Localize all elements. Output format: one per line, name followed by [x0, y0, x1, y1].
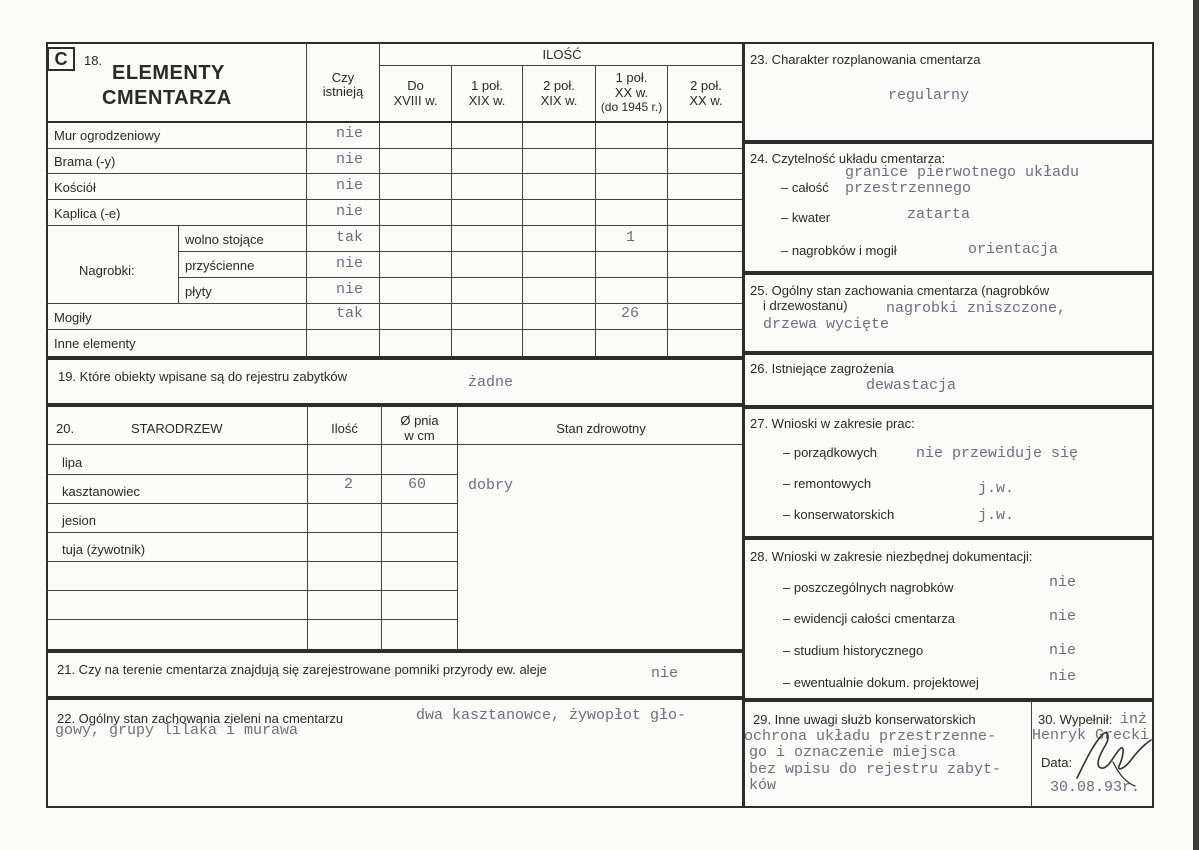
- tree-health: dobry: [468, 477, 514, 494]
- section-22-value-line1: dwa kasztanowce, żywopłot gło-: [416, 707, 687, 724]
- row-label-kaplica: Kaplica (-e): [54, 206, 121, 221]
- section-22-value-line2: gowy, grupy lilaka i murawa: [55, 722, 299, 739]
- section-18-number: 18.: [84, 53, 103, 68]
- section-30-date-label: Data:: [1041, 755, 1073, 770]
- section-23-label: 23. Charakter rozplanowania cmentarza: [750, 52, 981, 67]
- period-header: XVIII w.: [393, 93, 438, 108]
- trees-col-health: Stan zdrowotny: [556, 421, 646, 436]
- section-28-label: 28. Wnioski w zakresie niezbędnej dokumentacji:: [750, 549, 1033, 564]
- section-30-date-value: 30.08.93r.: [1050, 779, 1141, 796]
- section-28-item-label: – ewentualnie dokum. projektowej: [783, 675, 979, 690]
- period-header: 1 poł.: [471, 78, 503, 93]
- tree-name: kasztanowiec: [62, 484, 141, 499]
- section-26-label: 26. Istniejące zagrożenia: [750, 361, 894, 376]
- trees-col-diameter-1: Ø pnia: [400, 413, 439, 428]
- section-30-name-1: inż: [1120, 711, 1148, 728]
- section-28-item-value: nie: [1049, 668, 1077, 685]
- section-24-kwater-value: zatarta: [907, 206, 971, 223]
- tree-name: lipa: [62, 455, 83, 470]
- exists-header-line1: Czy: [331, 70, 355, 85]
- value-wolno-count: 1: [626, 229, 636, 246]
- section-28-item-label: – poszczególnych nagrobków: [783, 580, 954, 595]
- section-27-porz-value: nie przewiduje się: [916, 445, 1079, 462]
- trees-col-diameter-2: w cm: [404, 428, 435, 443]
- section-24-nagrobkow-value: orientacja: [968, 241, 1059, 258]
- section-21-value: nie: [651, 665, 679, 682]
- value-mogily-count: 26: [621, 305, 640, 322]
- section-27-kons-value: j.w.: [978, 507, 1015, 524]
- period-header: XX w.: [614, 85, 649, 100]
- period-header: Do: [407, 78, 424, 93]
- tree-name: jesion: [62, 513, 96, 528]
- section-28-item-label: – studium historycznego: [783, 643, 924, 658]
- section-28-item-value: nie: [1049, 608, 1077, 625]
- trees-col-count: Ilość: [331, 421, 358, 436]
- tree-diameter: 60: [408, 476, 427, 493]
- section-23-value: regularny: [888, 87, 970, 104]
- period-header: 2 poł.: [543, 78, 575, 93]
- value-brama-exists: nie: [336, 151, 364, 168]
- section-30-label: 30. Wypełnił:: [1038, 712, 1113, 727]
- row-label-wolno-stojace: wolno stojące: [185, 232, 264, 247]
- row-label-brama: Brama (-y): [54, 154, 116, 169]
- handwritten-signature: [1055, 722, 1155, 792]
- section-19-label: 19. Które obiekty wpisane są do rejestru zabytków: [58, 369, 348, 384]
- section-18-title-line1: ELEMENTY: [112, 62, 225, 84]
- section-24-calosc-value-2: przestrzennego: [845, 180, 972, 197]
- section-24-calosc-label: – całość: [781, 180, 829, 195]
- tree-count: 2: [344, 476, 354, 493]
- quantity-header: ILOŚĆ: [542, 47, 582, 62]
- section-20-number: 20.: [56, 421, 75, 436]
- row-label-mogily: Mogiły: [54, 310, 92, 325]
- section-29-label: 29. Inne uwagi służb konserwatorskich: [753, 712, 976, 727]
- value-wolno-exists: tak: [336, 229, 364, 246]
- value-mogily-exists: tak: [336, 305, 364, 322]
- section-24-kwater-label: – kwater: [781, 210, 831, 225]
- period-header: XX w.: [689, 93, 723, 108]
- period-header: (do 1945 r.): [600, 100, 663, 114]
- section-26-value: dewastacja: [866, 377, 957, 394]
- section-20-title: STARODRZEW: [131, 421, 223, 436]
- tree-name: tuja (żywotnik): [62, 542, 146, 557]
- value-kaplica-exists: nie: [336, 203, 364, 220]
- section-22-label: 22. Ogólny stan zachowania zieleni na cmentarzu: [57, 711, 344, 726]
- row-label-kosciol: Kościół: [54, 180, 96, 195]
- section-28-item-label: – ewidencji całości cmentarza: [783, 611, 955, 626]
- value-przyscienne-exists: nie: [336, 255, 364, 272]
- row-label-plyty: płyty: [185, 284, 212, 299]
- row-label-nagrobki: Nagrobki:: [79, 263, 135, 278]
- value-kosciol-exists: nie: [336, 177, 364, 194]
- scan-edge: [1193, 0, 1199, 850]
- period-header: XIX w.: [468, 93, 506, 108]
- exists-header-line2: istnieją: [322, 84, 364, 99]
- section-24-calosc-value-1: granice pierwotnego układu: [845, 164, 1080, 181]
- section-29-value-2: go i oznaczenie miejsca: [749, 744, 957, 761]
- row-label-mur: Mur ogrodzeniowy: [54, 128, 161, 143]
- section-21-label: 21. Czy na terenie cmentarza znajdują się zarejestrowane pomniki przyrody ew. aleje: [57, 662, 547, 677]
- value-plyty-exists: nie: [336, 281, 364, 298]
- section-25-label-1: 25. Ogólny stan zachowania cmentarza (nagrobków: [750, 283, 1050, 298]
- period-header: 1 poł.: [615, 70, 648, 85]
- period-header: XIX w.: [540, 93, 578, 108]
- section-25-value-1: nagrobki zniszczone,: [886, 300, 1067, 317]
- section-24-nagrobkow-label: – nagrobków i mogił: [781, 243, 897, 258]
- section-24-label: 24. Czytelność układu cmentarza:: [750, 151, 946, 166]
- section-29-value-4: ków: [749, 777, 777, 794]
- section-27-kons-label: – konserwatorskich: [783, 507, 895, 522]
- section-28-item-value: nie: [1049, 574, 1077, 591]
- section-25-label-2: i drzewostanu): [763, 298, 848, 313]
- section-27-porz-label: – porządkowych: [783, 445, 877, 460]
- section-25-value-2: drzewa wycięte: [763, 316, 890, 333]
- section-27-rem-value: j.w.: [978, 480, 1015, 497]
- section-29-value-3: bez wpisu do rejestru zabyt-: [749, 761, 1002, 778]
- section-30-name-2: Henryk Grecki: [1032, 727, 1150, 744]
- section-29-value-1: ochrona układu przestrzenne-: [744, 728, 997, 745]
- value-mur-exists: nie: [336, 125, 364, 142]
- section-28-item-value: nie: [1049, 642, 1077, 659]
- section-18-title-line2: CMENTARZA: [102, 87, 232, 109]
- row-label-inne: Inne elementy: [54, 336, 136, 351]
- row-label-przyscienne: przyścienne: [185, 258, 255, 273]
- section-19-value: żadne: [468, 374, 514, 391]
- period-header: 2 poł.: [690, 78, 722, 93]
- section-27-rem-label: – remontowych: [783, 476, 872, 491]
- section-27-label: 27. Wnioski w zakresie prac:: [750, 416, 915, 431]
- section-letter-box: C: [47, 47, 75, 71]
